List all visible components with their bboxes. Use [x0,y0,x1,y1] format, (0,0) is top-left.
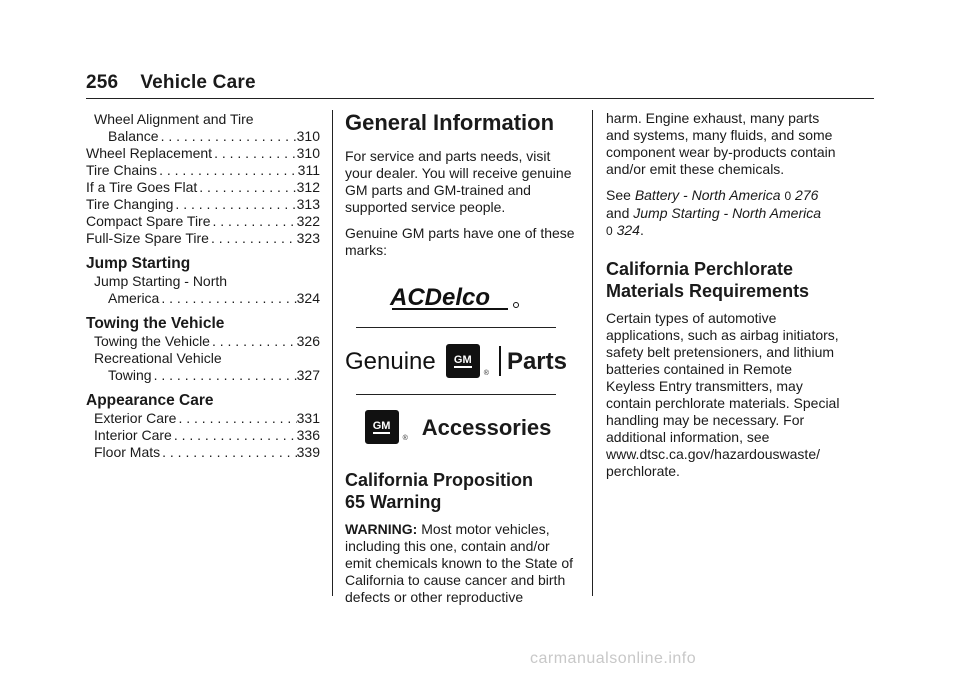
toc-page: 310 [296,128,320,144]
toc-entry-label: Floor Mats [94,444,161,460]
toc-leader [152,367,297,384]
prop65-references: See Battery - North America 0 276 and Jump Starting - North America 0 324. [606,187,822,238]
toc-entry-label: Compact Spare Tire [86,213,211,229]
gm-logo-icon: GM [446,344,480,378]
header-rule [86,98,874,99]
xref-battery[interactable]: Battery - North America [634,187,781,203]
prop65-title: California Proposition 65 Warning [345,470,534,512]
warning-label: WARNING: [345,521,418,537]
toc-page: 331 [296,410,320,426]
toc-entry-wheel-replacement[interactable] [86,145,320,162]
perchlorate-column [606,110,842,489]
page-header [86,72,256,94]
toc-entry-full-size-spare[interactable] [86,230,320,247]
toc-heading-appearance: Appearance Care [86,392,214,409]
toc-entry-floor-mats[interactable] [86,444,320,461]
toc-entry-label: Exterior Care [94,410,177,426]
acdelco-logo [345,279,567,315]
xref-arrow-icon: 0 [606,224,613,238]
toc-entry-label: Towing [108,367,152,383]
general-info-paragraph: For service and parts needs, visit your dealer. You will receive genuine GM parts and GM-trained and supported service people. [345,148,572,215]
perchlorate-body: Certain types of automotive applications, such as airbag initiators, safety belt pretensioners, and lithium batteries contained in Remote Keyless Entry transmitters, may contain perchlorate materials. Special handling may be necessary. For additional information, see www.dtsc.ca.gov/hazardouswaste/ perchlorate. [606,310,840,479]
toc-leader [212,145,297,162]
acdelco-logo-icon [386,281,526,313]
toc-page: 311 [297,162,320,178]
genuine-text: Genuine [345,347,436,375]
registered-icon: ® [402,435,408,442]
toc-leader [210,333,297,350]
toc-page: 324 [296,290,320,306]
toc-entry-jump-starting[interactable] [86,273,320,307]
column-divider [332,110,333,596]
toc-entry-exterior-care[interactable] [86,410,320,427]
toc-entry-label: Wheel Alignment and Tire [94,111,254,127]
toc-leader [197,179,296,196]
toc-page: 313 [296,196,320,212]
toc-entry-flat-tire[interactable] [86,179,320,196]
toc-entry-label: Balance [108,128,159,144]
toc-entry-label: Jump Starting - North [94,273,228,289]
toc-entry-compact-spare[interactable] [86,213,320,230]
xref-arrow-icon: 0 [784,189,792,203]
toc-entry-label: Tire Chains [86,162,158,178]
toc-entry-tire-changing[interactable] [86,196,320,213]
toc-column [86,111,320,461]
toc-entry-label: Tire Changing [86,196,174,212]
toc-leader [172,427,297,444]
general-info-title: General Information [345,110,555,135]
toc-entry-towing-vehicle[interactable] [86,333,320,350]
mark-divider [356,394,556,395]
toc-entry-label: Interior Care [94,427,172,443]
toc-entry-label: Wheel Replacement [86,145,213,161]
toc-heading-towing: Towing the Vehicle [86,315,225,332]
toc-leader [157,162,298,179]
mark-divider [356,327,556,328]
toc-leader [173,196,296,213]
toc-leader [176,410,296,427]
toc-page: 310 [296,145,320,161]
toc-page: 326 [296,333,320,349]
gm-accessories-logo [345,407,567,447]
toc-heading-jump-starting: Jump Starting [86,255,191,272]
toc-page: 327 [296,367,320,383]
section-title: Vehicle Care [140,72,256,93]
toc-entry-recreational-towing[interactable] [86,350,320,384]
accessories-text: Accessories [421,414,552,440]
registered-icon: ® [483,370,489,377]
xref-jump-starting[interactable]: Jump Starting - North America [633,205,822,221]
perchlorate-title: California Perchlorate Materials Requirements [606,259,810,301]
toc-entry-tire-chains[interactable] [86,162,320,179]
gm-marks [345,279,567,447]
prop65-warning-continued: harm. Engine exhaust, many parts and systems, many fluids, and some component wear by-products contain and/or emit these chemicals. [606,110,836,177]
page-number: 256 [86,72,119,93]
genuine-gm-parts-logo [345,340,567,382]
toc-entry-label: Recreational Vehicle [94,350,222,366]
toc-leader [211,213,297,230]
toc-page: 323 [296,230,320,246]
toc-page: 339 [296,444,320,460]
toc-entry-label: America [108,290,160,306]
general-info-paragraph: Genuine GM parts have one of these marks: [345,225,575,258]
gm-logo-icon: GM [365,410,399,444]
xref-jump-starting-page[interactable]: 324 [616,222,640,238]
logo-divider [499,346,501,376]
xref-battery-page[interactable]: 276 [795,187,819,203]
toc-entry-label: If a Tire Goes Flat [86,179,198,195]
toc-entry-label: Towing the Vehicle [94,333,210,349]
toc-entry-interior-care[interactable] [86,427,320,444]
toc-entry-label: Full-Size Spare Tire [86,230,209,246]
general-info-column [345,110,575,615]
toc-leader [160,444,297,461]
toc-leader [159,290,296,307]
svg-text:ACDelco: ACDelco [390,284,491,311]
toc-page: 336 [296,427,320,443]
parts-text: Parts [506,347,567,375]
toc-leader [159,128,297,145]
toc-page: 312 [296,179,320,195]
warning-text: Most motor vehicles, including this one, contain and/or emit chemicals known to the State of California to cause cancer and birth defects or other reproductive [345,521,573,605]
toc-page: 322 [296,213,320,229]
toc-leader [209,230,297,247]
toc-entry-wheel-alignment[interactable] [86,111,320,145]
watermark: carmanualsonline.info [530,650,697,667]
column-divider [592,110,593,596]
prop65-warning [345,521,575,606]
